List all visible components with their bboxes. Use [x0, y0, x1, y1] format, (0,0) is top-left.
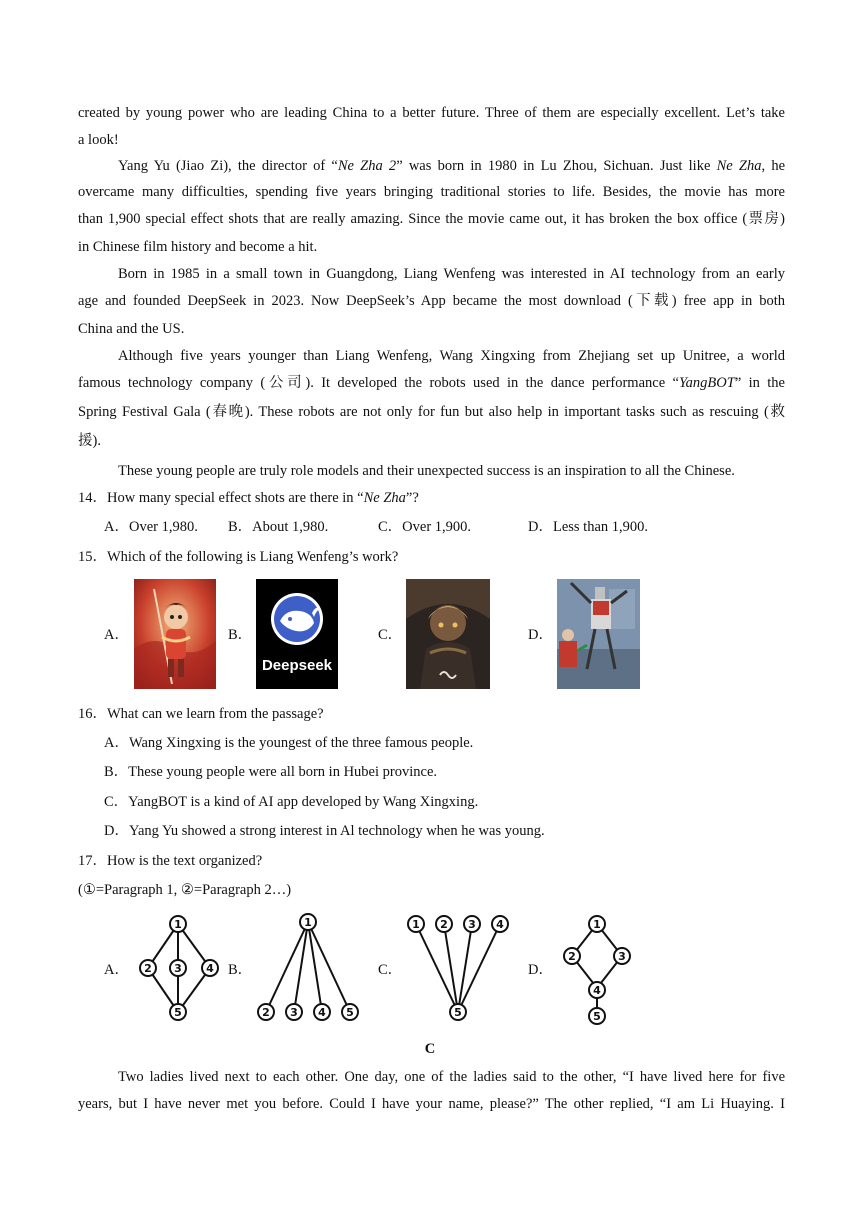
passage-line: age and founded DeepSeek in 2023. Now DeepSeek’s App became the most download (下载) free app in both	[78, 293, 785, 309]
deepseek-logo-image[interactable]	[256, 579, 338, 689]
passage-line: Two ladies lived next to each other. One day, one of the ladies said to the other, “I have lived here for five	[118, 1069, 785, 1085]
q16-option-a[interactable]: A．Wang Xingxing is the youngest of the three famous people.	[104, 735, 474, 751]
q17-option-d[interactable]: D．	[528, 962, 553, 978]
q14-option-c[interactable]: C．Over 1,900.	[378, 519, 472, 535]
nezha-poster-image[interactable]	[134, 579, 216, 689]
section-heading: C	[424, 1041, 436, 1057]
node-label: 1	[304, 916, 312, 929]
deepseek-logo-text: Deepseek	[261, 657, 333, 674]
structure-diagram-a[interactable]	[130, 912, 226, 1024]
question-14-stem	[78, 488, 419, 508]
show-name: YangBOT	[678, 375, 735, 391]
passage-line: Born in 1985 in a small town in Guangdong, Liang Wenfeng was interested in AI technology from an early	[118, 266, 785, 282]
passage-line: a look!	[78, 132, 119, 148]
node-label: 3	[618, 950, 626, 963]
q15-option-b[interactable]: B．	[228, 627, 253, 643]
node-label: 1	[412, 918, 420, 931]
question-16-stem: 16．What can we learn from the passage?	[78, 706, 324, 722]
q15-option-c[interactable]: C．	[378, 627, 403, 643]
q16-option-b[interactable]: B．These young people were all born in Hubei province.	[104, 764, 438, 780]
passage-line: in Chinese film history and become a hit.	[78, 239, 318, 255]
q17-option-b[interactable]: B．	[228, 962, 253, 978]
node-label: 4	[206, 962, 214, 975]
node-label: 5	[346, 1006, 354, 1019]
text: ” in the	[734, 375, 785, 391]
node-label: 4	[496, 918, 504, 931]
q16-option-d[interactable]: D．Yang Yu showed a strong interest in Al technology when he was young.	[104, 823, 545, 839]
text: famous technology company (公司). It developed the robots used in the dance performance “	[78, 375, 679, 391]
passage-line: China and the US.	[78, 321, 185, 337]
node-label: 1	[593, 918, 601, 931]
structure-diagram-d[interactable]	[556, 912, 638, 1026]
node-label: 5	[454, 1006, 462, 1019]
passage-line: than 1,900 special effect shots that are really amazing. Since the movie came out, it has broken the box office (票房)	[78, 211, 785, 227]
passage-line: overcame many difficulties, spending five years bringing traditional stories to life. Besides, the movie has more	[78, 184, 785, 200]
question-17-note: (①=Paragraph 1, ②=Paragraph 2…)	[78, 882, 292, 898]
structure-diagram-c[interactable]	[402, 912, 514, 1024]
q17-option-a[interactable]: A．	[104, 962, 129, 978]
q14-option-a[interactable]: A．Over 1,980.	[104, 519, 198, 535]
q17-option-c[interactable]: C．	[378, 962, 403, 978]
structure-diagram-b[interactable]	[252, 912, 364, 1024]
node-label: 5	[593, 1010, 601, 1023]
node-label: 3	[468, 918, 476, 931]
q14-option-b[interactable]: B．About 1,980.	[228, 519, 329, 535]
passage-line: years, but I have never met you before. Could I have your name, please?” The other replied, “I am Li Huaying. I	[78, 1096, 785, 1112]
wukong-poster-image[interactable]	[406, 579, 490, 689]
node-label: 5	[174, 1006, 182, 1019]
text: Yang Yu (Jiao Zi), the director of “	[118, 158, 338, 174]
q15-option-d[interactable]: D．	[528, 627, 553, 643]
node-label: 2	[440, 918, 448, 931]
q15-option-a[interactable]: A．	[104, 627, 129, 643]
film-title: Ne Zha	[363, 490, 406, 506]
q14-option-d[interactable]: D．Less than 1,900.	[528, 519, 649, 535]
node-label: 3	[290, 1006, 298, 1019]
node-label: 1	[174, 918, 182, 931]
text: ”?	[405, 490, 419, 506]
node-label: 2	[262, 1006, 270, 1019]
question-17-stem: 17．How is the text organized?	[78, 853, 263, 869]
question-15-stem: 15．Which of the following is Liang Wenfeng’s work?	[78, 549, 399, 565]
text: 14．How many special effect shots are there in “	[78, 490, 364, 506]
passage-line	[78, 373, 785, 393]
passage-line	[118, 156, 785, 176]
robot-dance-image[interactable]	[557, 579, 640, 689]
node-label: 2	[568, 950, 576, 963]
node-label: 4	[593, 984, 601, 997]
node-label: 3	[174, 962, 182, 975]
passage-line: These young people are truly role models and their unexpected success is an inspiration to all the Chinese.	[118, 463, 735, 479]
film-title: Ne Zha	[716, 158, 762, 174]
node-label: 2	[144, 962, 152, 975]
q16-option-c[interactable]: C．YangBOT is a kind of AI app developed by Wang Xingxing.	[104, 794, 479, 810]
text: ” was born in 1980 in Lu Zhou, Sichuan. Just like	[396, 158, 717, 174]
passage-line: Spring Festival Gala (春晚). These robots are not only for fun but also help in important tasks such as rescuing (救	[78, 404, 785, 420]
node-label: 4	[318, 1006, 326, 1019]
text: , he	[761, 158, 786, 174]
passage-line: Although five years younger than Liang Wenfeng, Wang Xingxing from Zhejiang set up Unitree, a world	[118, 348, 785, 364]
passage-line: created by young power who are leading China to a better future. Three of them are especially excellent. Let’s take	[78, 105, 785, 121]
film-title: Ne Zha 2	[337, 158, 397, 174]
passage-line: 援).	[78, 433, 101, 449]
